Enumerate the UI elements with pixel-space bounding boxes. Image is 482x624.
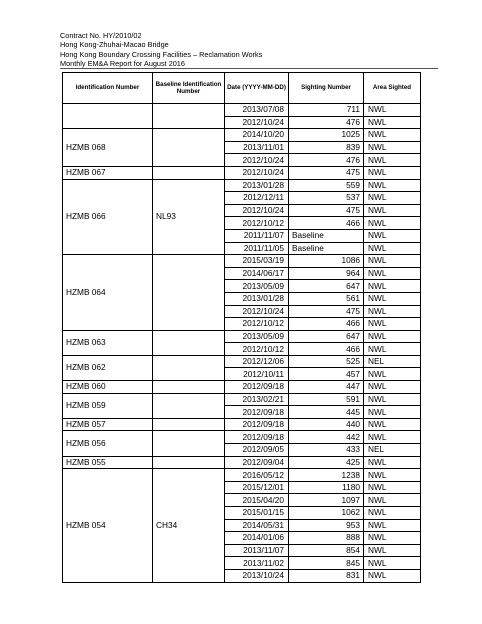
sighting-number-cell: 647	[289, 280, 364, 293]
table-body	[63, 104, 421, 583]
baseline-cell	[153, 330, 225, 355]
area-sighted-cell: NWL	[364, 154, 421, 167]
area-sighted-cell: NWL	[364, 393, 421, 406]
table-row	[63, 469, 421, 482]
sighting-number-cell: 839	[289, 141, 364, 154]
date-cell: 2012/10/24	[225, 204, 289, 217]
sighting-table	[62, 72, 421, 583]
baseline-cell	[153, 456, 225, 469]
area-sighted-cell: NWL	[364, 166, 421, 179]
baseline-cell	[153, 129, 225, 167]
date-cell: 2014/05/31	[225, 519, 289, 532]
table-row	[63, 179, 421, 192]
table-row	[63, 456, 421, 469]
identification-cell: HZMB 054	[63, 469, 153, 582]
identification-cell	[63, 104, 153, 129]
date-cell: 2013/05/09	[225, 330, 289, 343]
header-line-contract: Contract No. HY/2010/02	[60, 31, 142, 40]
sighting-number-cell: 433	[289, 444, 364, 457]
identification-cell: HZMB 062	[63, 355, 153, 380]
date-cell: 2012/10/12	[225, 217, 289, 230]
sighting-number-cell: 591	[289, 393, 364, 406]
sighting-number-cell: 953	[289, 519, 364, 532]
sighting-number-cell: 525	[289, 355, 364, 368]
col-header-date: Date (YYYY-MM-DD)	[225, 73, 289, 104]
area-sighted-cell: NWL	[364, 129, 421, 142]
sighting-number-cell: 475	[289, 305, 364, 318]
col-header-identification: Identification Number	[63, 73, 153, 104]
date-cell: 2012/09/18	[225, 418, 289, 431]
baseline-cell: NL93	[153, 179, 225, 255]
area-sighted-cell: NWL	[364, 330, 421, 343]
date-cell: 2014/06/17	[225, 267, 289, 280]
date-cell: 2012/09/18	[225, 381, 289, 394]
date-cell: 2012/10/24	[225, 305, 289, 318]
sighting-number-cell: 466	[289, 318, 364, 331]
area-sighted-cell: NWL	[364, 305, 421, 318]
date-cell: 2012/10/11	[225, 368, 289, 381]
sighting-number-cell: 466	[289, 343, 364, 356]
sighting-number-cell: 888	[289, 532, 364, 545]
date-cell: 2012/12/06	[225, 355, 289, 368]
identification-cell: HZMB 063	[63, 330, 153, 355]
area-sighted-cell: NEL	[364, 355, 421, 368]
date-cell: 2013/11/07	[225, 544, 289, 557]
sighting-number-cell: 647	[289, 330, 364, 343]
identification-cell: HZMB 067	[63, 166, 153, 179]
sighting-number-cell: 561	[289, 292, 364, 305]
date-cell: 2012/10/24	[225, 154, 289, 167]
table-row	[63, 381, 421, 394]
date-cell: 2016/05/12	[225, 469, 289, 482]
sighting-number-cell: 442	[289, 431, 364, 444]
area-sighted-cell: NWL	[364, 179, 421, 192]
baseline-cell	[153, 166, 225, 179]
header-line-report: Monthly EM&A Report for August 2016	[60, 58, 185, 68]
sighting-number-cell: 447	[289, 381, 364, 394]
area-sighted-cell: NWL	[364, 217, 421, 230]
identification-cell: HZMB 055	[63, 456, 153, 469]
baseline-cell	[153, 431, 225, 456]
area-sighted-cell: NWL	[364, 267, 421, 280]
date-cell: 2013/05/09	[225, 280, 289, 293]
date-cell: 2015/03/19	[225, 255, 289, 268]
area-sighted-cell: NWL	[364, 557, 421, 570]
table-row	[63, 330, 421, 343]
sighting-number-cell: 1062	[289, 507, 364, 520]
date-cell: 2012/10/12	[225, 343, 289, 356]
date-cell: 2012/09/18	[225, 406, 289, 419]
date-cell: 2012/12/11	[225, 192, 289, 205]
col-header-sighting: Sighting Number	[289, 73, 364, 104]
area-sighted-cell: NWL	[364, 280, 421, 293]
date-cell: 2012/10/24	[225, 116, 289, 129]
table-row	[63, 129, 421, 142]
sighting-number-cell: 831	[289, 569, 364, 582]
area-sighted-cell: NWL	[364, 104, 421, 117]
area-sighted-cell: NWL	[364, 255, 421, 268]
date-cell: 2013/01/28	[225, 292, 289, 305]
baseline-cell	[153, 104, 225, 129]
area-sighted-cell: NWL	[364, 456, 421, 469]
sighting-number-cell: 1086	[289, 255, 364, 268]
col-header-baseline: Baseline Identification Number	[153, 73, 225, 104]
sighting-number-cell: 1097	[289, 494, 364, 507]
area-sighted-cell: NWL	[364, 544, 421, 557]
baseline-cell	[153, 255, 225, 331]
sighting-number-cell: 476	[289, 154, 364, 167]
area-sighted-cell: NWL	[364, 204, 421, 217]
table-row	[63, 393, 421, 406]
sighting-number-cell: Baseline	[289, 242, 364, 255]
identification-cell: HZMB 064	[63, 255, 153, 331]
date-cell: 2013/11/02	[225, 557, 289, 570]
sighting-number-cell: Baseline	[289, 229, 364, 242]
area-sighted-cell: NWL	[364, 141, 421, 154]
date-cell: 2012/09/18	[225, 431, 289, 444]
baseline-cell	[153, 381, 225, 394]
sighting-number-cell: 475	[289, 204, 364, 217]
area-sighted-cell: NWL	[364, 116, 421, 129]
table-row	[63, 431, 421, 444]
table-row	[63, 166, 421, 179]
sighting-number-cell: 440	[289, 418, 364, 431]
sighting-number-cell: 466	[289, 217, 364, 230]
date-cell: 2013/01/28	[225, 179, 289, 192]
date-cell: 2015/04/20	[225, 494, 289, 507]
sighting-number-cell: 457	[289, 368, 364, 381]
sighting-number-cell: 475	[289, 166, 364, 179]
date-cell: 2015/01/15	[225, 507, 289, 520]
sighting-number-cell: 845	[289, 557, 364, 570]
date-cell: 2013/07/08	[225, 104, 289, 117]
table-row	[63, 104, 421, 117]
area-sighted-cell: NWL	[364, 406, 421, 419]
date-cell: 2013/11/01	[225, 141, 289, 154]
area-sighted-cell: NWL	[364, 318, 421, 331]
area-sighted-cell: NWL	[364, 343, 421, 356]
date-cell: 2012/09/04	[225, 456, 289, 469]
area-sighted-cell: NWL	[364, 381, 421, 394]
area-sighted-cell: NWL	[364, 229, 421, 242]
date-cell: 2013/02/21	[225, 393, 289, 406]
table-row	[63, 255, 421, 268]
area-sighted-cell: NWL	[364, 507, 421, 520]
header-divider	[60, 68, 438, 69]
area-sighted-cell: NEL	[364, 444, 421, 457]
identification-cell: HZMB 060	[63, 381, 153, 394]
date-cell: 2011/11/05	[225, 242, 289, 255]
area-sighted-cell: NWL	[364, 192, 421, 205]
baseline-cell: CH34	[153, 469, 225, 582]
area-sighted-cell: NWL	[364, 292, 421, 305]
identification-cell: HZMB 057	[63, 418, 153, 431]
sighting-number-cell: 445	[289, 406, 364, 419]
date-cell: 2013/10/24	[225, 569, 289, 582]
sighting-number-cell: 711	[289, 104, 364, 117]
area-sighted-cell: NWL	[364, 532, 421, 545]
area-sighted-cell: NWL	[364, 242, 421, 255]
document-header	[60, 31, 262, 68]
header-line-works: Hong Kong Boundary Crossing Facilities – Reclamation Works	[60, 49, 263, 59]
area-sighted-cell: NWL	[364, 431, 421, 444]
col-header-area: Area Sighted	[364, 73, 421, 104]
sighting-number-cell: 1025	[289, 129, 364, 142]
area-sighted-cell: NWL	[364, 469, 421, 482]
date-cell: 2015/12/01	[225, 481, 289, 494]
table-row	[63, 355, 421, 368]
date-cell: 2014/01/06	[225, 532, 289, 545]
baseline-cell	[153, 393, 225, 418]
sighting-number-cell: 1238	[289, 469, 364, 482]
area-sighted-cell: NWL	[364, 418, 421, 431]
identification-cell: HZMB 059	[63, 393, 153, 418]
baseline-cell	[153, 355, 225, 380]
identification-cell: HZMB 056	[63, 431, 153, 456]
date-cell: 2012/09/05	[225, 444, 289, 457]
table-row	[63, 418, 421, 431]
sighting-number-cell: 559	[289, 179, 364, 192]
identification-cell: HZMB 066	[63, 179, 153, 255]
area-sighted-cell: NWL	[364, 519, 421, 532]
sighting-number-cell: 854	[289, 544, 364, 557]
date-cell: 2012/10/24	[225, 166, 289, 179]
area-sighted-cell: NWL	[364, 569, 421, 582]
date-cell: 2011/11/07	[225, 229, 289, 242]
sighting-number-cell: 1180	[289, 481, 364, 494]
sighting-number-cell: 964	[289, 267, 364, 280]
sighting-number-cell: 476	[289, 116, 364, 129]
area-sighted-cell: NWL	[364, 368, 421, 381]
table-header-row	[63, 73, 421, 104]
header-line-project: Hong Kong-Zhuhai-Macao Bridge	[60, 40, 169, 50]
area-sighted-cell: NWL	[364, 494, 421, 507]
baseline-cell	[153, 418, 225, 431]
identification-cell: HZMB 068	[63, 129, 153, 167]
date-cell: 2014/10/20	[225, 129, 289, 142]
date-cell: 2012/10/12	[225, 318, 289, 331]
sighting-number-cell: 537	[289, 192, 364, 205]
area-sighted-cell: NWL	[364, 481, 421, 494]
sighting-number-cell: 425	[289, 456, 364, 469]
